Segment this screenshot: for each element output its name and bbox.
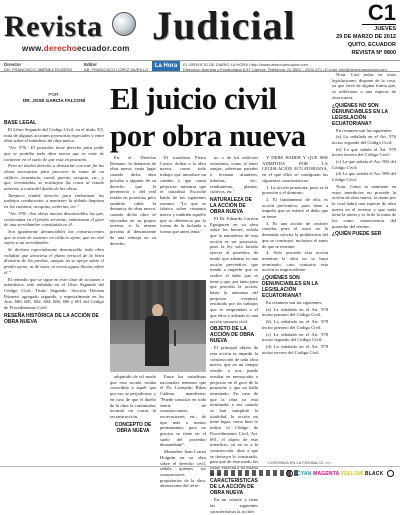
- la-hora-logo: La Hora: [152, 61, 180, 71]
- heading-resena-historica: RESEÑA HISTÓRICA DE LA ACCIÓN DE OBRA NUEVA: [4, 312, 99, 325]
- cmyk-marks: CYAN MAGENTA YELLOW BLACK: [284, 468, 396, 480]
- section-date: 29 DE MARZO DE 2012: [336, 34, 396, 40]
- article-column-5: Y DEBE HABER Y QUE SER ADMITIDA POR LA LEGISLACIÓN ECUATORIANA, en el que ellos se configuran las siguientes características: 1. La acción posesoria, pues es la posesión y el dominio; 2. El fundamento de ella, es acción preventiva, pues tiene a impedir que se realice el daño que se teme; 3. Es una acción de carácter cautelar pues el actor no la demanda solicita la prohibición del que se construye, inclusive el antes de que se termine; 4. Solo procede esta acción mientras la obra no se haya terminado, caso contrario esta acción es improcedente. ¿QUIÉNES SON DENUNCIABLES EN LA LEGISLACIÓN ECUATORIANA? En resumen son las siguientes: (a) La señalada en el Art. 978 inciso primero del Código Civil, (b) La señalada en el Art. 978 inciso primero del Código Civil, (c) La señalada en el Art. 978 inciso segundo del Código Civil, (d) La señalada en el Art. 978 inciso tercero del Código Civil.: [262, 155, 328, 355]
- person-figure: [144, 304, 170, 366]
- logo-revista-text: Revista: [4, 10, 103, 43]
- article-column-3-bottom: Entre los tratadistas nacionales tenemos que el Dr. Leonardo Ribas Cadena, manifiesta: "Puede consistir en toda suerte de construcciones, excavaciones, etc., de tipo más o menos permanentes, pero no precisa se tiene en el suelo del poseedor demandante". Monseñor Juan Larrea Holguín en su obra sobre el derecho civil, señala quienes ser constructores propietarios de la obra, alteraciones del terre-: [160, 374, 206, 489]
- microphone-icon: [174, 330, 176, 346]
- byline: [4, 92, 104, 103]
- article-column-4: no o de los edificios existentes, como al tener zanjas, sobrestar paredes o levantar alambres, tuberías, etc., rendimiento, plantas, cultivos, etc." NATURALEZA DE LA ACCIÓN DE OBRA NUEVA El Dr. Eduardo Carrión Eguiguren en su obra sobre los bienes, señala que la naturaleza de esta acción es ser posesoria, pues la ley solo faculta ejercer al poseedor, de modo que ademas es una acción preventiva, que tiende a impedir que se realice el daño que se teme y que, por tanto para que proceda la acción, basta la amenaza del perjuicio eventual, restituido por los trabajos que se emprendan o el que ellos y además es una acción sumaria civil. OBJETO DE LA ACCIÓN DE OBRA NUEVA El principal objeto de esta acción es impedir la construcción de toda obra nueva, que en un tiempo resulte a nos puede resultar en menoscabo o perjuicio en el goce de la posesión; y que no halla terminado. En caso de que la obra ya está terminada, o sea cuando se han cumplido la totalidad, la acción no tiene lugar, como bien lo indica el Código de Procedimiento Civil, Art. 691, el objeto de este interdicto, ya no es a la construcción, dino a que se destruya lo construido, para que de este modo las cosas vuelvan a su estado CARACTERÍSTICAS DE LA ACCIÓN DE OBRA NUEVA En mi criterio y tiene las siguientes características la acción:: [210, 155, 258, 514]
- credits-bar: [0, 60, 400, 72]
- masthead: [0, 0, 400, 62]
- section-code: C1: [362, 2, 396, 25]
- continues-notice: CONTINÚA EN LA PÁGINA C2 >>>: [268, 460, 332, 465]
- registration-mark-icon-2: [387, 470, 394, 477]
- contact-info: EL SERVICIO DE DIARIO LA HORA | http://www.derechoecuador.com Dirección: Avenida y Ecuatoriana 8-57 Carrera. Teléfonos: 22-5522 - 2522-471 | E-mail: info@derechoecuador.com: [183, 62, 387, 72]
- article-column-3: El tratadista Pietro Castro, define a la obra nueva, como todo trabajo que introduce un cambio y que causa perjuicio; mientras que el tratadista Escriche habla de las siguientes razones: "Lo que se fabrica sobre cimiento nuevo y también aquello que se diferencia por la forma de la fachada o forma que antes tenía.": [160, 155, 206, 235]
- heading-objeto: OBJETO DE LA ACCIÓN DE OBRA NUEVA: [210, 326, 254, 345]
- article-column-6: Nota: Casi todas en otras legislaciones, dispone de la cosa, ya que sirve de alguna forma que, se reflexione a una especie de obra nueva, ¿QUIÉNES NO SON DENUNCIABLES EN LA LEGISLACIÓN ECUATORIANA? En resumen son las siguientes: (a) La señalada en el Art. 976 inciso segundo del Código Civil; (b) La que señala el Art. 979 inciso tercero del Código Civil; (c) La que señala el Art. 982 del Código Civil; (d) La que señala el Art. 989 del Código Civil. Nota: Como se mantiene en estos interdictos no procede la acción de obra nueva, la razón por lo cual habrá una especie de obra nueva en el terreno y que nada tiene la razón y es la de la ruina de los como consecuencia del poseedor del terreno. ¿QUIÉN PUEDE SER: [332, 72, 396, 238]
- article-column-2: En el Derecho Romano, la denuncia de obra nueva, tenía lugar cuando dicha obra privaba a alguien de su derecho que le pertenecía o del real estado en posesión, pero también cabía la denuncia de obra nueva, cuando dicha obra se ejecutaba en su propio terreno, si la misma privaba al denunciante de una ventaja en su derecho.: [110, 155, 156, 246]
- heading-quienes-son: ¿QUIÉNES SON DENUNCIABLES EN LA LEGISLACIÓN ECUATORIANA?: [262, 275, 318, 300]
- page-footer: [0, 460, 400, 480]
- logo-judicial-text: Judicial: [152, 3, 296, 48]
- editor-credit: Editor AB. FRANCISCO LÓPEZ MURILLO: [84, 62, 149, 72]
- director-credit: Director DR. FRANCISCO JIMÉNEZ ROSERO: [4, 62, 73, 72]
- heading-caracteristicas: CARACTERÍSTICAS DE LA ACCIÓN DE OBRA NUEVA: [210, 478, 258, 497]
- article-column-1: BASE LEGAL El Libro Segundo del Código Civil, en el título XV, trata de algunas acciones posesorias especiales y entre ellas sobre el interdicto de obra nueva. "Art. 976.- El poseedor tiene derecho para pedir que se prohíba toda obra nueva que se trate de construir en el suelo de que está en posesión. Pero no tendrá derecho a denunciar con este fin las obras necesarias para precaver la ruina de un edificio, acueducto, canal, puente, acequia, etc., y que, terminadas, se restituyan las cosas al estado anterior, a costa del dueño de las obras. Tampoco tendrá derecho para embarazar los trabajos conducentes a mantener la debida limpieza en los caminos, acequias, cañerías, etc." "Art. 978.- Son obras nuevas denunciables las que, construidas en el predio sirviente, embarazan el goce de una servidumbre constituida en él. Son igualmente denunciables las construcciones que se trate de sostener en edificio ajeno, que no esté sujeto a tal servidumbre. Se declara especialmente denunciable toda obra voladiza que atraviesa el plano vertical de la línea divisoria de los predios, aunque no se apoye sobre el predio ajeno, ni dé vista, ni vierta aguas lluvias sobre él." El remedio que se sigue en este clase de acciones o interdictos, está señalado en el Libro Segundo del Código Civil, Título Segundo, Sección Décima Primera, agregado segundo, y especialmente en los Arts. 680, 681, 682, 684, 686, 690 y 691 del Código de Procedimiento Civil. RESEÑA HISTÓRICA DE LA ACCIÓN DE OBRA NUEVA: [4, 120, 104, 325]
- byline-author: DR. JOSÉ GARCÍA FALCONÍ: [22, 97, 86, 103]
- headline: El juicio civil por obra nueva: [110, 81, 306, 153]
- section-info: [310, 2, 396, 57]
- article-photo: [110, 280, 206, 372]
- section-city: QUITO, ECUADOR: [347, 42, 396, 48]
- article-column-2-bottom: adquirido de tal modo que esta acción estaba concedida a aquél que por eso se perjudicara; y en caso de que el dueño de la obra la continuaba, incurría en costas la reconstrucción. CONCEPTO DE OBRA NUEVA: [110, 374, 156, 434]
- heading-quien-puede: ¿QUIÉN PUEDE SER: [332, 231, 382, 238]
- section-edition: REVISTA Nº 9800: [351, 50, 396, 56]
- heading-quienes-no-son: ¿QUIÉNES NO SON DENUNCIABLES EN LA LEGISLACIÓN ECUATORIANA?: [332, 102, 388, 127]
- byline-label: POR:: [48, 92, 60, 97]
- site-url: www.derechoecuador.com: [22, 44, 130, 53]
- heading-base-legal: BASE LEGAL: [4, 120, 37, 126]
- section-day: JUEVES: [374, 26, 396, 32]
- logo-globe-icon: [112, 12, 136, 36]
- registration-mark-icon: [286, 470, 293, 477]
- heading-concepto: CONCEPTO DE OBRA NUEVA: [114, 421, 152, 434]
- heading-naturaleza: NATURALEZA DE LA ACCIÓN DE OBRA NUEVA: [210, 196, 252, 215]
